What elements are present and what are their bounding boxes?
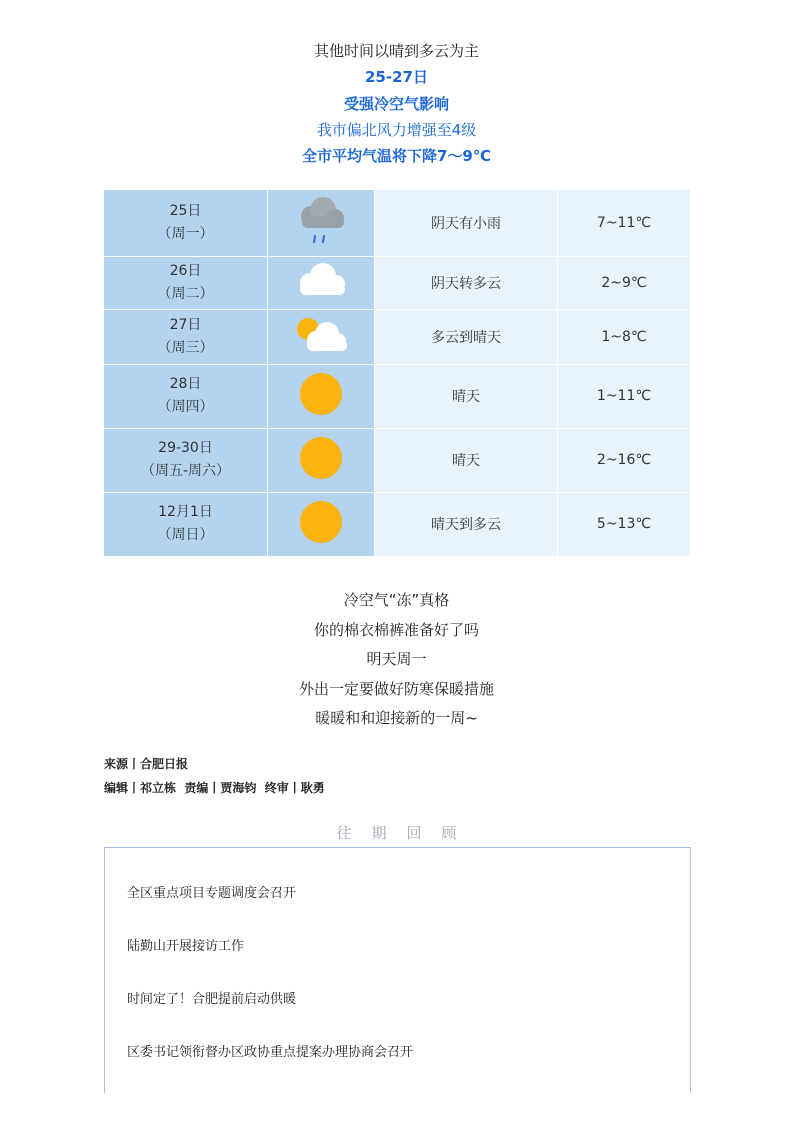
forecast-date-cell [104,428,268,492]
forecast-description: 阴天有小雨 [375,190,558,256]
forecast-date: 12月1日 [158,504,213,520]
weather-icon-cell [268,364,375,428]
forecast-date-cell [104,364,268,428]
forecast-description: 晴天到多云 [375,492,558,556]
review-list [104,847,691,1093]
forecast-row [104,256,691,309]
review-section-title: 往期回顾 [336,824,477,842]
source-credit: 来源丨合肥日报 [104,757,189,771]
forecast-temperature: 5~13℃ [558,492,691,556]
forecast-row [104,428,691,492]
forecast-date: 26日 [169,262,202,279]
forecast-date-cell [104,492,268,556]
review-article-link[interactable]: 陆勤山开展接访工作 [127,939,245,954]
forecast-description: 晴天 [375,364,558,428]
forecast-weekday: （周五-周六） [140,463,231,479]
weather-icon-cell [268,256,375,309]
highlight-wind: 我市偏北风力增强至4级 [316,121,477,139]
highlight-cold-air: 受强冷空气影响 [343,95,449,113]
forecast-description: 晴天 [375,428,558,492]
forecast-description: 阴天转多云 [375,256,558,309]
forecast-weekday: （周三） [157,339,214,356]
review-article-link[interactable]: 全区重点项目专题调度会召开 [127,886,297,901]
closing-line: 外出一定要做好防寒保暖措施 [298,680,494,698]
forecast-row [104,364,691,428]
forecast-temperature: 2~16℃ [558,428,691,492]
forecast-temperature: 1~11℃ [558,364,691,428]
partly-cloudy-icon [291,313,351,357]
forecast-temperature: 7~11℃ [558,190,691,256]
forecast-date-cell [104,190,268,256]
highlight-date-range: 25-27日 [365,68,428,86]
forecast-weekday: （周二） [157,285,214,302]
sun-icon [298,435,344,481]
forecast-date: 25日 [169,202,202,219]
forecast-date-cell [104,256,268,309]
closing-line: 冷空气“冻”真格 [343,591,450,609]
weather-icon-cell [268,428,375,492]
forecast-date: 29-30日 [158,440,213,456]
sun-icon [298,371,344,417]
forecast-description: 多云到晴天 [375,309,558,364]
forecast-row [104,492,691,556]
review-article-link[interactable]: 区委书记领衔督办区政协重点提案办理协商会召开 [127,1045,414,1060]
weather-icon-cell [268,190,375,256]
forecast-row [104,190,691,256]
forecast-date-cell [104,309,268,364]
closing-line: 暖暖和和迎接新的一周~ [315,709,478,727]
forecast-weekday: （周四） [157,399,214,415]
forecast-weekday: （周一） [157,225,214,242]
sun-icon [298,499,344,545]
forecast-temperature: 2~9℃ [558,256,691,309]
forecast-date: 28日 [169,376,202,392]
weather-icon-cell [268,492,375,556]
cloud-icon [291,259,351,303]
intro-line: 其他时间以晴到多云为主 [313,42,479,60]
forecast-row [104,309,691,364]
editor-credits: 编辑丨祁立栋 责编丨贾海钧 终审丨耿勇 [104,781,325,795]
weather-icon-cell [268,309,375,364]
forecast-date: 27日 [169,316,202,333]
highlight-temperature-drop: 全市平均气温将下降7～9℃ [301,147,492,165]
forecast-weekday: （周日） [157,527,214,543]
forecast-temperature: 1~8℃ [558,309,691,364]
closing-line: 明天周一 [366,650,427,668]
forecast-table [104,190,691,557]
closing-line: 你的棉衣棉裤准备好了吗 [313,621,479,639]
rain-cloud-icon [291,192,351,250]
review-article-link[interactable]: 时间定了！合肥提前启动供暖 [127,992,297,1007]
